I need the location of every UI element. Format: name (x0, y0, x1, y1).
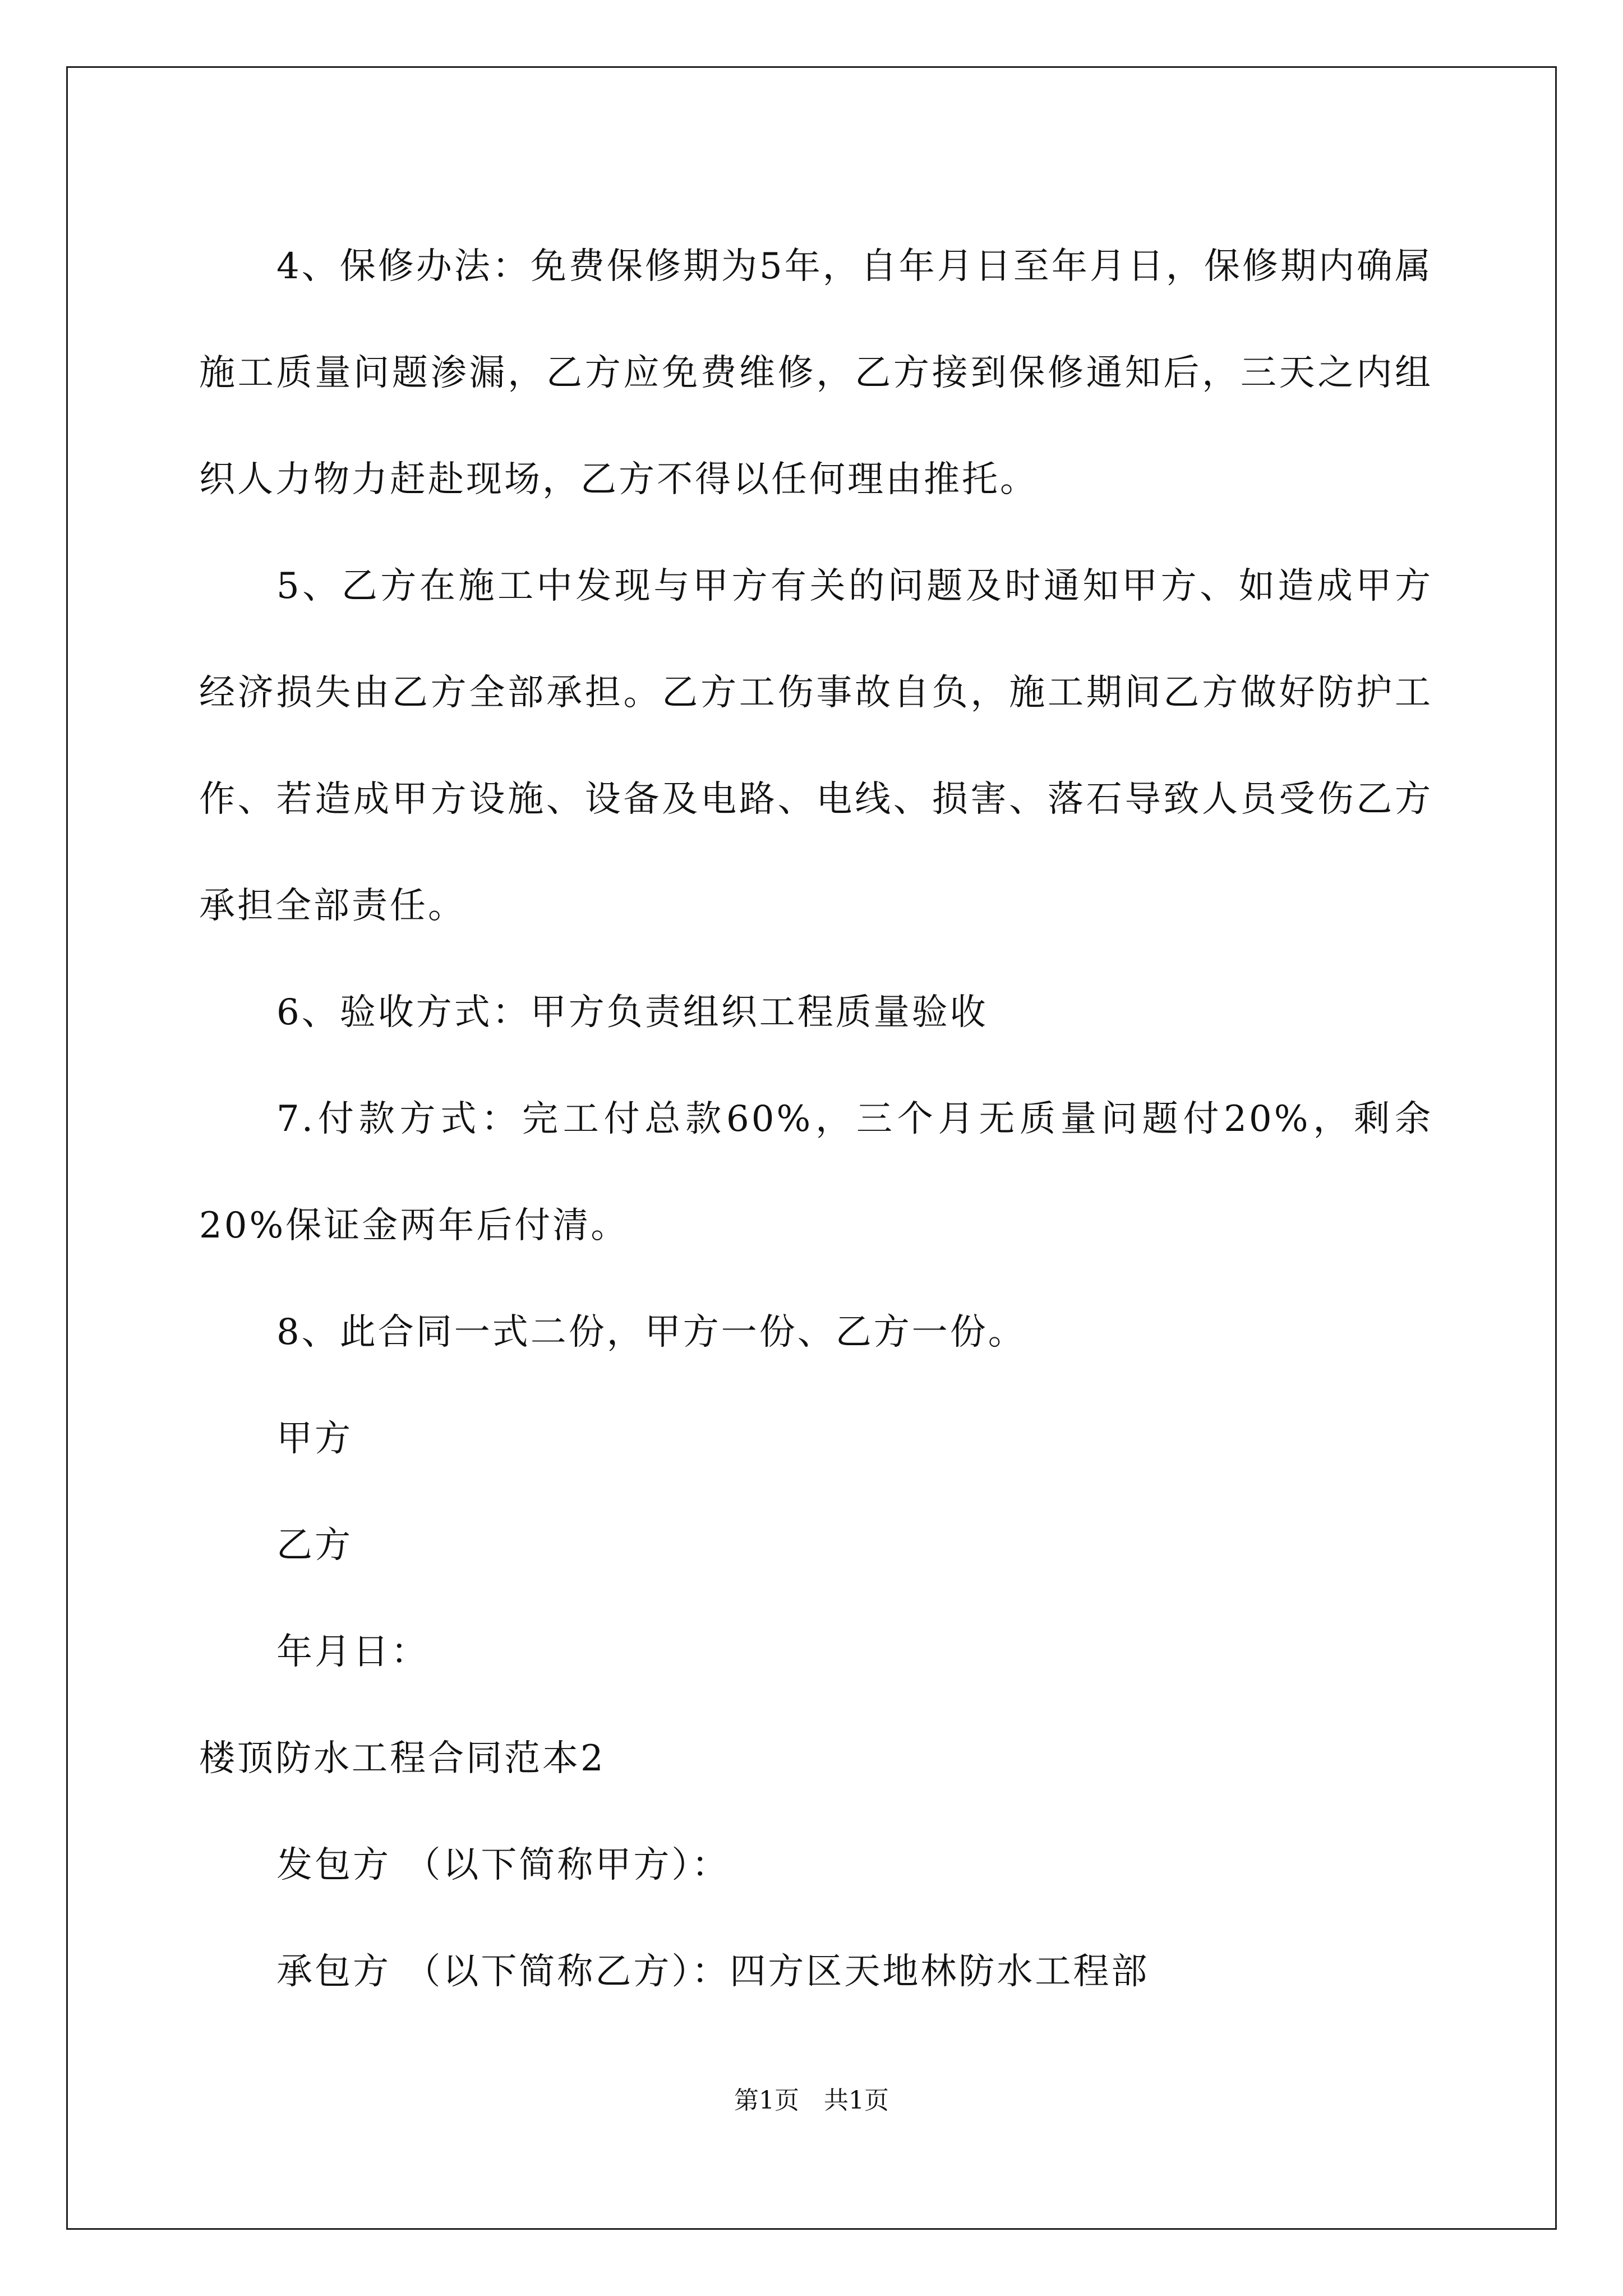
issuer-line: 发包方 （以下简称甲方）： (276, 1844, 730, 1886)
party-a-signature: 甲方 (276, 1418, 353, 1460)
clause-4-warranty: 4、保修办法：免费保修期为5年，自年月日至年月日，保修期内确属施工质量问题渗漏，乙方应免费维修，乙方接到保修通知后，三天之内组织人力物力赶赴现场，乙方不得以任何理由推托。 (199, 246, 1433, 500)
contractor-line: 承包方 （以下简称乙方）：四方区天地林防水工程部 (276, 1951, 1150, 1993)
date-line: 年月日： (276, 1631, 429, 1673)
page-footer: 第1页 共1页 (734, 2086, 889, 2115)
clause-6-acceptance: 6、验收方式：甲方负责组织工程质量验收 (276, 992, 988, 1033)
clause-8-copies: 8、此合同一式二份，甲方一份、乙方一份。 (276, 1312, 1026, 1353)
party-b-signature: 乙方 (276, 1525, 353, 1566)
clause-7-payment: 7.付款方式：完工付总款60%，三个月无质量问题付20%，剩余20%保证金两年后付清。 (199, 1098, 1433, 1246)
document-body (199, 213, 1433, 2025)
section-title: 楼顶防水工程合同范本2 (199, 1738, 606, 1779)
clause-5-liability: 5、乙方在施工中发现与甲方有关的问题及时通知甲方、如造成甲方经济损失由乙方全部承担。乙方工伤事故自负，施工期间乙方做好防护工作、若造成甲方设施、设备及电路、电线、损害、落石导致人员受伤乙方承担全部责任。 (199, 565, 1433, 927)
